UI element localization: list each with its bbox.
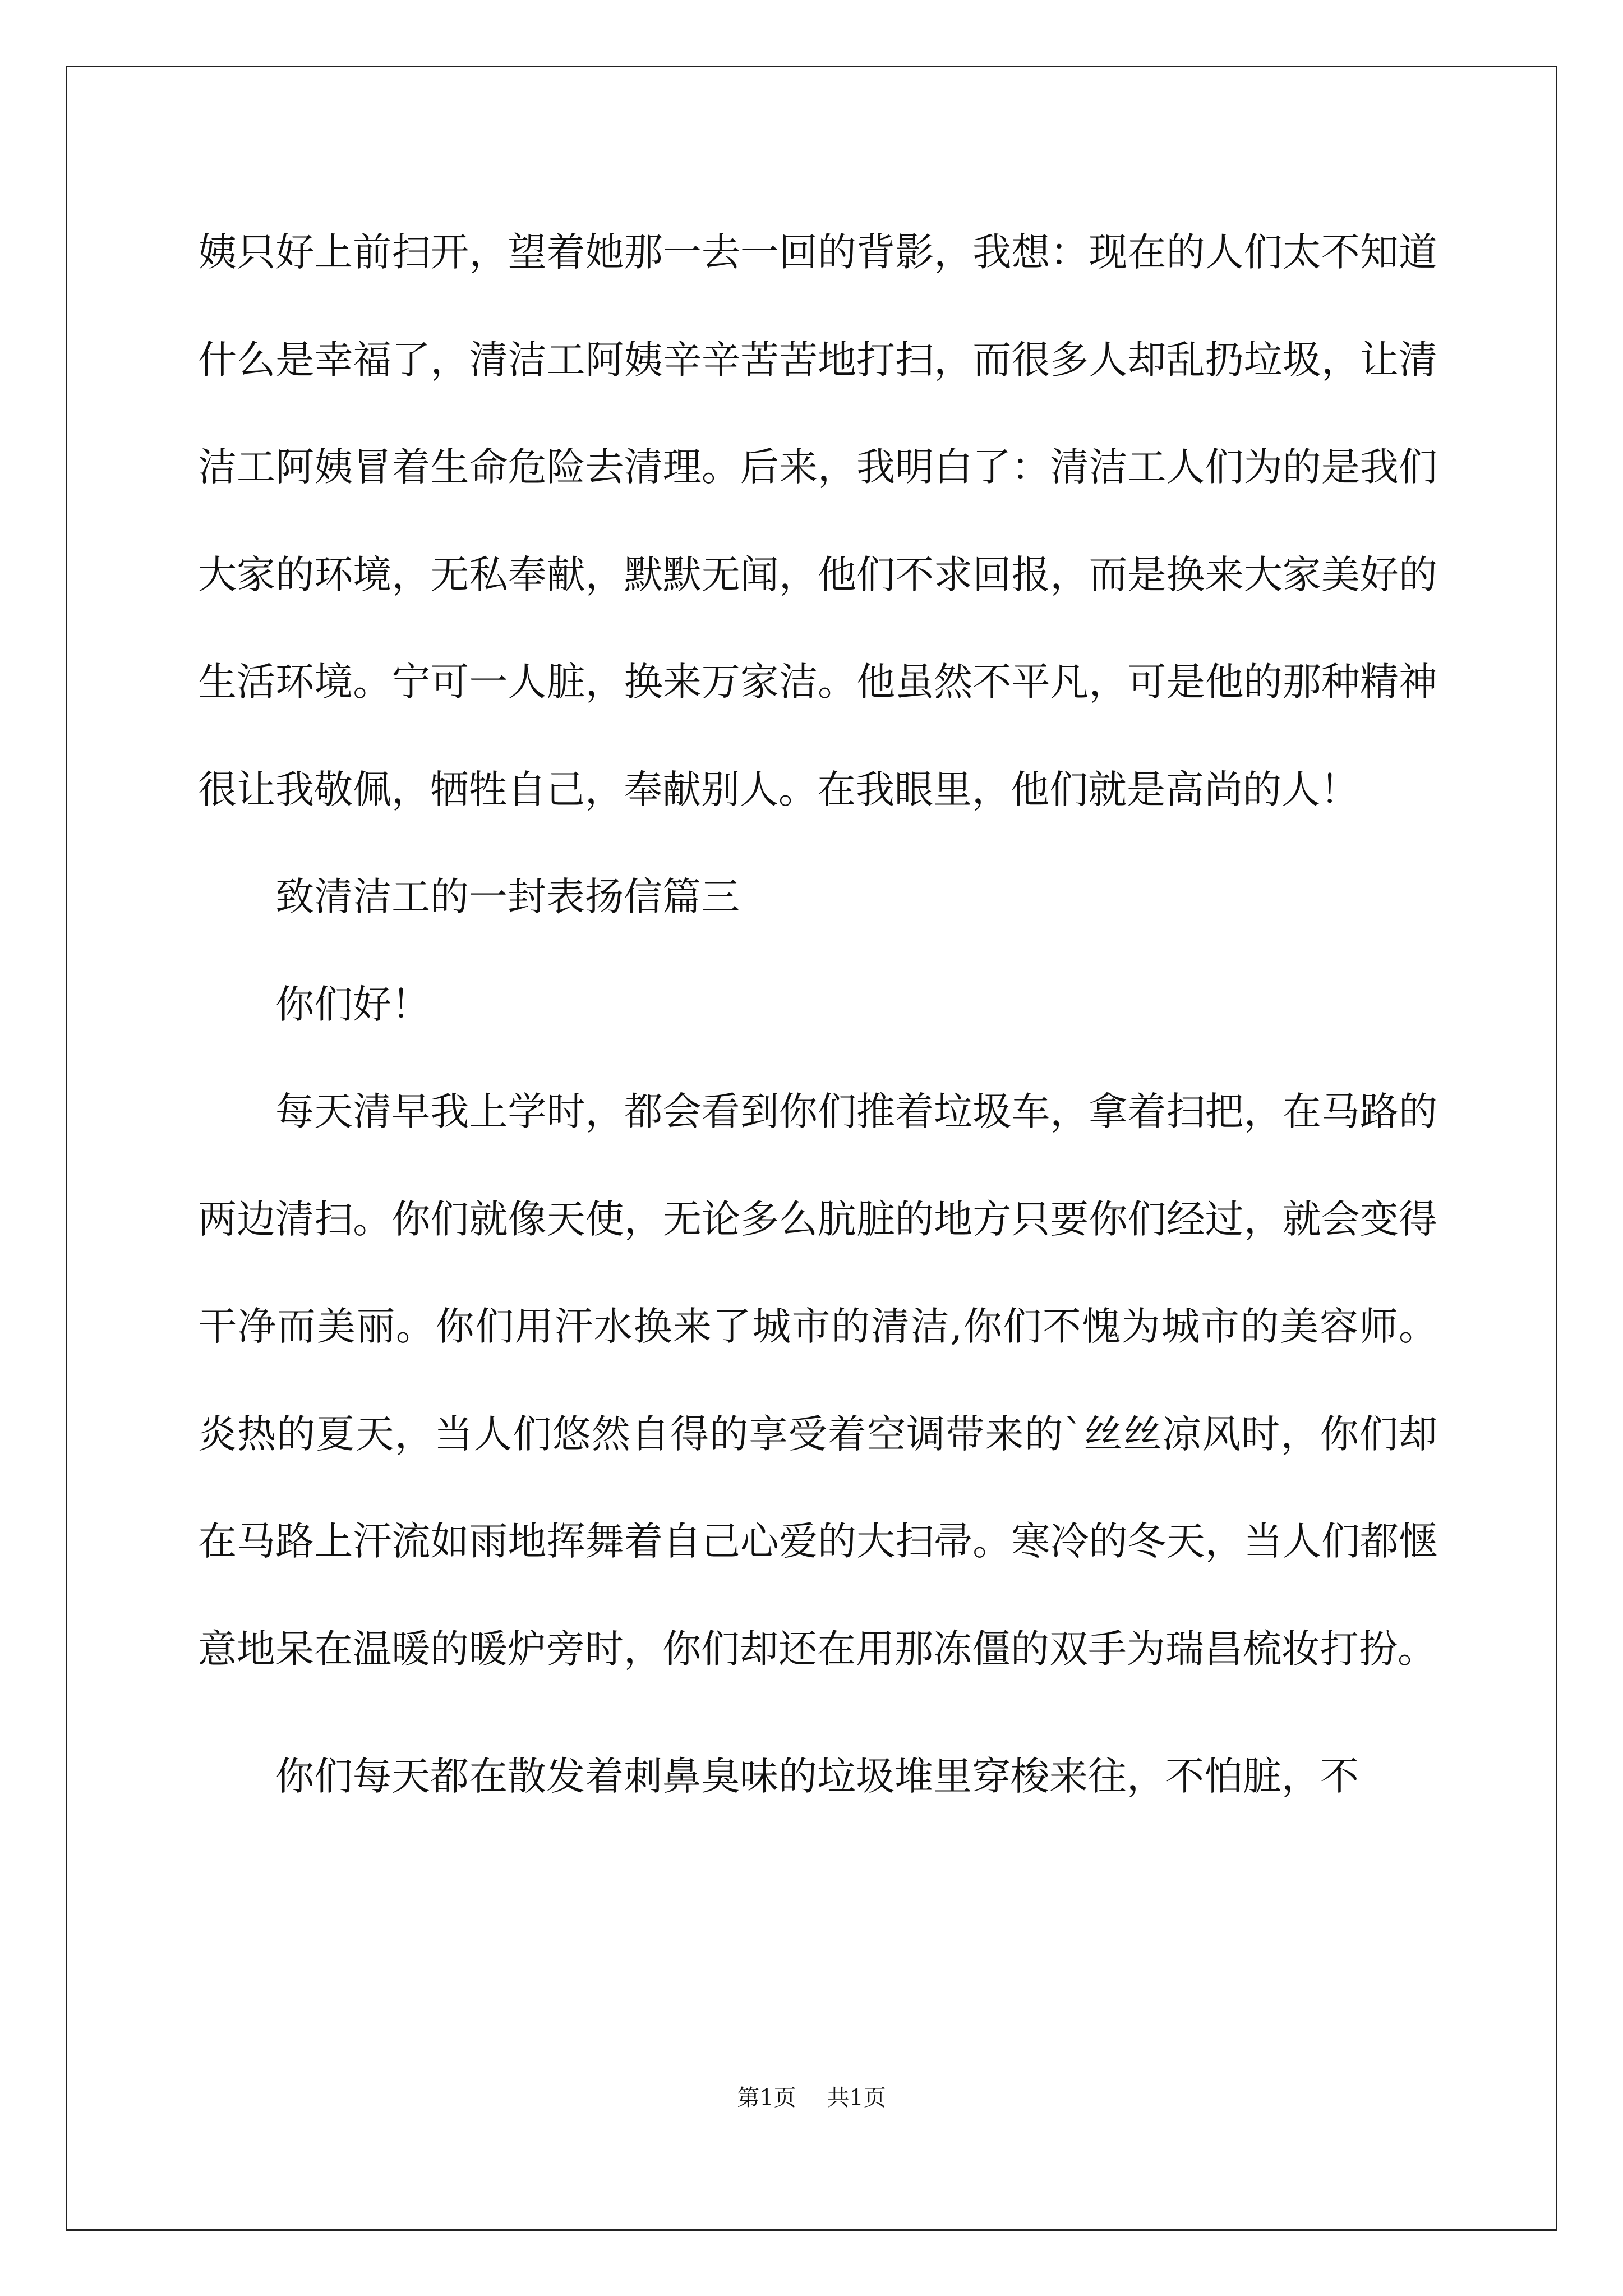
document-body bbox=[198, 199, 1437, 1831]
paragraph-continuation: 姨只好上前扫开，望着她那一去一回的背影，我想：现在的人们太不知道什么是幸福了，清洁工阿姨辛辛苦苦地打扫，而很多人却乱扔垃圾，让清洁工阿姨冒着生命危险去清理。后来，我明白了：清洁工人们为的是我们大家的环境，无私奉献，默默无闻，他们不求回报，而是换来大家美好的生活环境。宁可一人脏，换来万家洁。他虽然不平凡，可是他的那种精神很让我敬佩，牺牲自己，奉献别人。在我眼里，他们就是高尚的人！ bbox=[198, 230, 1437, 812]
greeting-line: 你们好！ bbox=[275, 982, 430, 1027]
page-number: 第1页 bbox=[737, 2085, 796, 2111]
page-total: 共1页 bbox=[827, 2085, 886, 2111]
page-footer bbox=[0, 2081, 1623, 2115]
paragraph-cleaners-garbage: 你们每天都在散发着刺鼻臭味的垃圾堆里穿梭来往，不怕脏，不 bbox=[275, 1754, 1359, 1799]
paragraph-cleaners-daily-work: 每天清早我上学时，都会看到你们推着垃圾车，拿着扫把，在马路的两边清扫。你们就像天使，无论多么肮脏的地方只要你们经过，就会变得干净而美丽。你们用汗水换来了城市的清洁,你们不愧为城市的美容师。炎热的夏天，当人们悠然自得的享受着空调带来的`丝丝凉风时，你们却在马路上汗流如雨地挥舞着自己心爱的大扫帚。寒冷的冬天，当人们都惬意地呆在温暖的暖炉旁时，你们却还在用那冻僵的双手为瑞昌梳妆打扮。 bbox=[198, 1089, 1437, 1672]
section-heading: 致清洁工的一封表扬信篇三 bbox=[275, 875, 740, 919]
